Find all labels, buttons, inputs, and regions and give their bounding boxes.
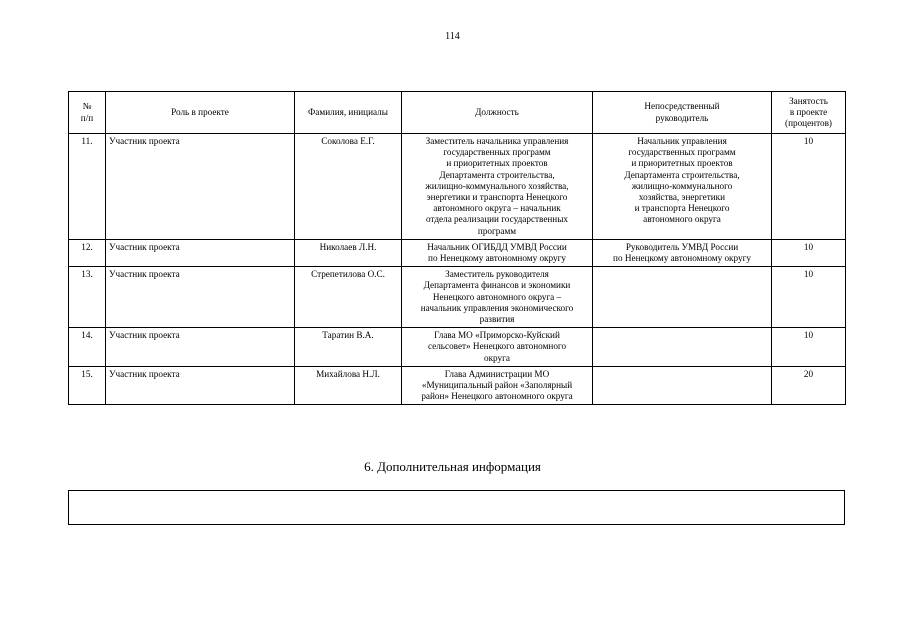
row-position: Начальник ОГИБДД УМВД России по Ненецкому автономному округу	[402, 239, 593, 266]
section-title: 6. Дополнительная информация	[364, 459, 541, 474]
row-position: Заместитель начальника управления государственных программ и приоритетных проектов Департамента строительства, жилищно-коммунального хозяйства, энергетики и транспорта Ненецкого автономного округа – начальник отдела реализации государственных программ	[402, 134, 593, 240]
header-manager: Непосредственный руководитель	[593, 92, 772, 134]
table-header-row	[69, 92, 846, 134]
row-num: 11.	[69, 134, 106, 240]
page-number: 114	[445, 31, 460, 42]
table-row	[69, 366, 846, 405]
row-name: Таратин В.А.	[295, 328, 402, 367]
row-occupancy: 20	[772, 366, 846, 405]
header-num: № п/п	[69, 92, 106, 134]
row-name: Николаев Л.Н.	[295, 239, 402, 266]
table-row	[69, 267, 846, 328]
header-role: Роль в проекте	[106, 92, 295, 134]
row-name: Соколова Е.Г.	[295, 134, 402, 240]
row-role: Участник проекта	[106, 366, 295, 405]
header-name: Фамилия, инициалы	[295, 92, 402, 134]
row-manager	[593, 267, 772, 328]
table-row	[69, 328, 846, 367]
row-manager	[593, 328, 772, 367]
row-role: Участник проекта	[106, 328, 295, 367]
row-name: Михайлова Н.Л.	[295, 366, 402, 405]
row-occupancy: 10	[772, 239, 846, 266]
row-position: Заместитель руководителя Департамента финансов и экономики Ненецкого автономного округа – начальник управления экономического развития	[402, 267, 593, 328]
row-num: 15.	[69, 366, 106, 405]
row-occupancy: 10	[772, 267, 846, 328]
header-position: Должность	[402, 92, 593, 134]
row-position: Глава МО «Приморско-Куйский сельсовет» Ненецкого автономного округа	[402, 328, 593, 367]
row-occupancy: 10	[772, 134, 846, 240]
table-row	[69, 134, 846, 240]
row-position: Глава Администрации МО «Муниципальный район «Заполярный район» Ненецкого автономного округа	[402, 366, 593, 405]
row-occupancy: 10	[772, 328, 846, 367]
row-manager: Начальник управления государственных программ и приоритетных проектов Департамента строительства, жилищно-коммунального хозяйства, энергетики и транспорта Ненецкого автономного округа	[593, 134, 772, 240]
row-name: Стрепетилова О.С.	[295, 267, 402, 328]
row-role: Участник проекта	[106, 134, 295, 240]
row-manager	[593, 366, 772, 405]
row-role: Участник проекта	[106, 267, 295, 328]
row-num: 14.	[69, 328, 106, 367]
row-num: 13.	[69, 267, 106, 328]
row-manager: Руководитель УМВД России по Ненецкому автономному округу	[593, 239, 772, 266]
row-role: Участник проекта	[106, 239, 295, 266]
row-num: 12.	[69, 239, 106, 266]
additional-info-box	[68, 490, 845, 525]
header-occupancy: Занятость в проекте (процентов)	[772, 92, 846, 134]
table-row	[69, 239, 846, 266]
project-team-table	[68, 91, 846, 405]
